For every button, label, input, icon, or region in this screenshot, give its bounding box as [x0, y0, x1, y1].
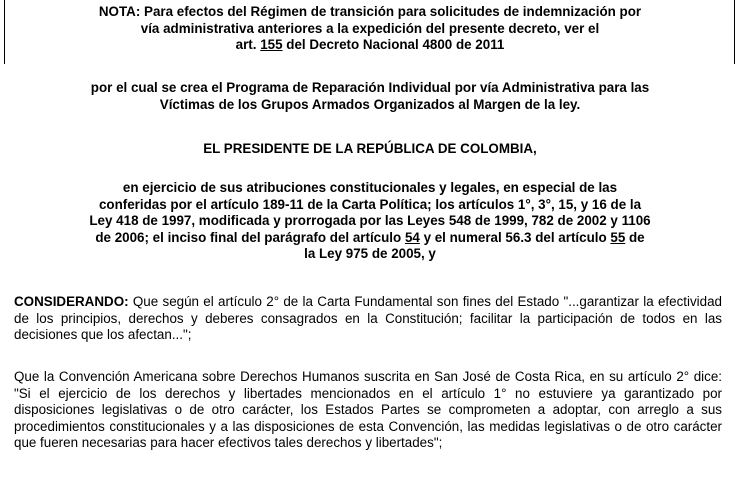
exercise-line4-pre: de 2006; el inciso final del parágrafo del artículo — [95, 229, 405, 245]
exercise-block — [8, 180, 732, 263]
intro-block — [8, 80, 732, 113]
exercise-line4-post: de — [625, 229, 645, 245]
nota-line3-post: del Decreto Nacional 4800 de 2011 — [282, 37, 505, 53]
intro-line2: Víctimas de los Grupos Armados Organizados al Margen de la ley. — [159, 96, 581, 112]
exercise-line4-mid: y el numeral 56.3 del artículo — [419, 229, 611, 245]
intro-line1: por el cual se crea el Programa de Reparación Individual por vía Administrativa para las — [90, 80, 650, 95]
nota-line2: vía administrativa anteriores a la expedición del presente decreto, ver el — [140, 20, 600, 36]
convencion-paragraph: Que la Convención Americana sobre Derechos Humanos suscrita en San José de Costa Rica, en su artículo 2° dice: "Si el ejercicio de los derechos y libertades mencionados en el artículo 1° no estuviere ya garantizado por disposiciones legislativas o de otro carácter, los Estados Partes se comprometen a adoptar, con arreglo a sus procedimientos constitucionales y a las disposiciones de esta Convención, las medidas legislativas o de otro carácter que fueren necesarias para hacer efectivos tales derechos y libertades"; — [14, 369, 722, 451]
article-55-link[interactable]: 55 — [610, 229, 626, 245]
considerando-text: Que según el artículo 2° de la Carta Fundamental son fines del Estado "...garantizar la efectividad de los principios, derechos y deberes consagrados en la Constitución; facilitar la participación de todos en las decisiones que los afectan..."; — [14, 294, 722, 343]
exercise-line1: en ejercicio de sus atribuciones constitucionales y legales, en especial de las — [122, 180, 618, 195]
exercise-line2: conferidas por el artículo 189-11 de la Carta Política; los artículos 1°, 3°, 15, y 16 de la — [98, 196, 642, 212]
considerando-paragraph — [14, 294, 722, 344]
president-heading: EL PRESIDENTE DE LA REPÚBLICA DE COLOMBIA, — [203, 141, 537, 156]
considerando-label: CONSIDERANDO: — [14, 294, 129, 309]
exercise-line5: la Ley 975 de 2005, y — [304, 246, 436, 262]
exercise-line3: Ley 418 de 1997, modificada y prorrogada por las Leyes 548 de 1999, 782 de 2002 y 1106 — [89, 213, 651, 229]
nota-label: NOTA: — [98, 4, 141, 19]
article-54-link[interactable]: 54 — [404, 229, 420, 245]
nota-block — [8, 4, 732, 54]
nota-line1: Para efectos del Régimen de transición para solicitudes de indemnización por — [140, 4, 642, 19]
nota-line3-pre: art. — [235, 37, 261, 53]
page-cutoff — [0, 492, 740, 500]
article-155-link[interactable]: 155 — [260, 37, 283, 53]
